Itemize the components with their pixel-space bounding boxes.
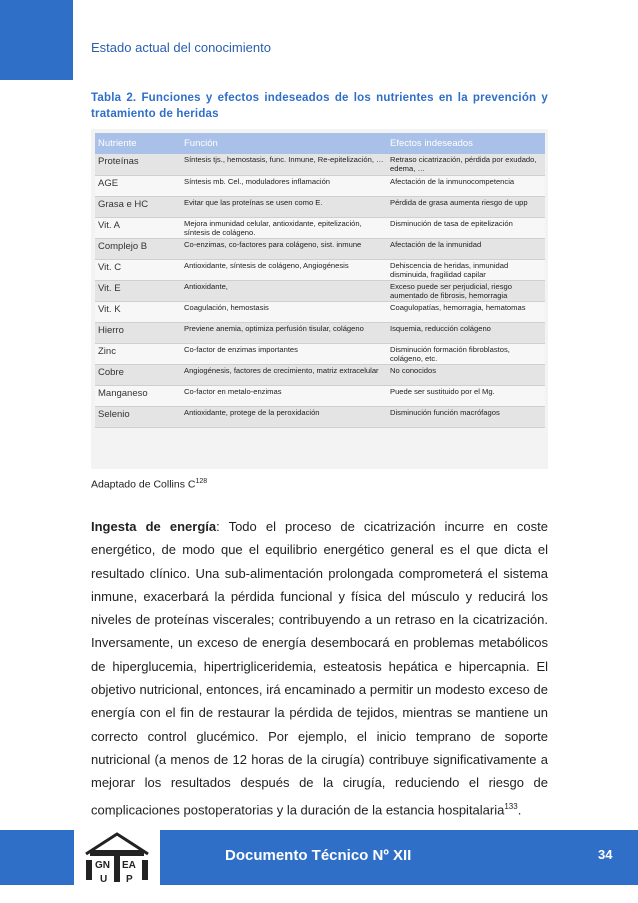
nutrient-cell: Hierro	[95, 322, 181, 343]
column-header-nutrient: Nutriente	[95, 133, 181, 154]
nutrient-cell: Manganeso	[95, 385, 181, 406]
page-number: 34	[598, 847, 613, 862]
function-cell: Antioxidante, síntesis de colágeno, Angiogénesis	[181, 259, 387, 280]
function-cell: Síntesis mb. Cel., moduladores inflamación	[181, 175, 387, 196]
function-cell: Co-factor de enzimas importantes	[181, 343, 387, 364]
gneaupp-logo	[74, 830, 160, 885]
nutrient-cell: Grasa e HC	[95, 196, 181, 217]
nutrient-cell: Selenio	[95, 406, 181, 427]
effects-cell: Afectación de la inmunidad	[387, 238, 545, 259]
running-header: Estado actual del conocimiento	[91, 40, 271, 55]
table-row	[95, 364, 545, 385]
logo-graphic	[74, 830, 160, 885]
effects-cell: Coagulopatías, hemorragia, hematomas	[387, 301, 545, 322]
effects-cell: Puede ser sustituido por el Mg.	[387, 385, 545, 406]
nutrients-table-figure	[91, 129, 548, 469]
table-row	[95, 238, 545, 259]
table-row	[95, 301, 545, 322]
table-row	[95, 280, 545, 301]
function-cell: Co-factor en metalo-enzimas	[181, 385, 387, 406]
nutrient-cell: Vit. A	[95, 217, 181, 238]
table-row	[95, 322, 545, 343]
nutrient-cell: Proteínas	[95, 154, 181, 175]
side-accent-bar	[0, 0, 73, 80]
logo-text-ea: EA	[122, 860, 136, 871]
body-paragraph	[91, 515, 548, 821]
nutrient-cell: Vit. E	[95, 280, 181, 301]
nutrient-cell: AGE	[95, 175, 181, 196]
table-row	[95, 406, 545, 427]
table-row	[95, 196, 545, 217]
logo-text-p: P	[126, 874, 133, 885]
nutrients-table	[95, 133, 545, 428]
source-text: Adaptado de Collins C	[91, 478, 196, 491]
function-cell: Co-enzimas, co-factores para colágeno, sist. inmune	[181, 238, 387, 259]
table-source-note	[91, 478, 207, 491]
paragraph-reference: 133	[504, 801, 518, 811]
nutrient-cell: Zinc	[95, 343, 181, 364]
effects-cell: Isquemia, reducción colágeno	[387, 322, 545, 343]
table-header-row	[95, 133, 545, 154]
effects-cell: No conocidos	[387, 364, 545, 385]
effects-cell: Retraso cicatrización, pérdida por exudado, edema, …	[387, 154, 545, 175]
table-row	[95, 217, 545, 238]
effects-cell: Exceso puede ser perjudicial, riesgo aumentado de fibrosis, hemorragia	[387, 280, 545, 301]
nutrient-cell: Vit. C	[95, 259, 181, 280]
paragraph-end: .	[517, 801, 522, 817]
nutrient-cell: Complejo B	[95, 238, 181, 259]
effects-cell: Disminución formación fibroblastos, colágeno, etc.	[387, 343, 545, 364]
effects-cell: Dehiscencia de heridas, inmunidad disminuida, fragilidad capilar	[387, 259, 545, 280]
source-reference: 128	[195, 478, 208, 485]
logo-text-u: U	[100, 874, 108, 885]
logo-text-gn: GN	[95, 860, 110, 871]
paragraph-lead: Ingesta de energía	[91, 519, 217, 534]
table-row	[95, 343, 545, 364]
table-body	[95, 154, 545, 427]
function-cell: Previene anemia, optimiza perfusión tisular, colágeno	[181, 322, 387, 343]
table-row	[95, 385, 545, 406]
table-row	[95, 154, 545, 175]
effects-cell: Disminución función macrófagos	[387, 406, 545, 427]
function-cell: Antioxidante, protege de la peroxidación	[181, 406, 387, 427]
effects-cell: Afectación de la inmunocompetencia	[387, 175, 545, 196]
table-row	[95, 259, 545, 280]
document-title: Documento Técnico Nº XII	[225, 847, 412, 864]
effects-cell: Disminución de tasa de epitelización	[387, 217, 545, 238]
nutrient-cell: Cobre	[95, 364, 181, 385]
function-cell: Antioxidante,	[181, 280, 387, 301]
nutrient-cell: Vit. K	[95, 301, 181, 322]
paragraph-text: : Todo el proceso de cicatrización incurre en coste energético, de modo que el equilibrio energético general es el que dicta el resultado clínico. Una sub-alimentación prolongada comprometerá el sistema inmune, exacerbará la pérdida funcional y física del músculo y reducirá los niveles de proteínas viscerales; contribuyendo a un retraso en la cicatrización. Inversamente, un exceso de energía desembocará en problemas metabólicos de hiperglucemia, hipertrigliceridemia, esteatosis hepática e hipercapnia. El objetivo nutricional, entonces, irá encaminado a permitir un modesto exceso de energía con el fin de restaurar la pérdida de tejidos, mientras se mantiene un correcto control glucémico. Por ejemplo, el inicio temprano de soporte nutricional (a menos de 12 horas de la cirugía) contribuye significativamente a mejorar los resultados después de la cirugía, reduciendo el riesgo de complicaciones postoperatorias y la duración de la estancia hospitalaria	[91, 519, 548, 817]
effects-cell: Pérdida de grasa aumenta riesgo de upp	[387, 196, 545, 217]
column-header-effects: Efectos indeseados	[387, 133, 545, 154]
table-row	[95, 175, 545, 196]
function-cell: Mejora inmunidad celular, antioxidante, epitelización, síntesis de colágeno.	[181, 217, 387, 238]
function-cell: Coagulación, hemostasis	[181, 301, 387, 322]
column-header-function: Función	[181, 133, 387, 154]
table-caption: Tabla 2. Funciones y efectos indeseados de los nutrientes en la prevención y tratamiento de heridas	[91, 92, 548, 120]
function-cell: Angiogénesis, factores de crecimiento, matriz extracelular	[181, 364, 387, 385]
function-cell: Síntesis tjs., hemostasis, func. Inmune, Re-epitelización, …	[181, 154, 387, 175]
function-cell: Evitar que las proteínas se usen como E.	[181, 196, 387, 217]
